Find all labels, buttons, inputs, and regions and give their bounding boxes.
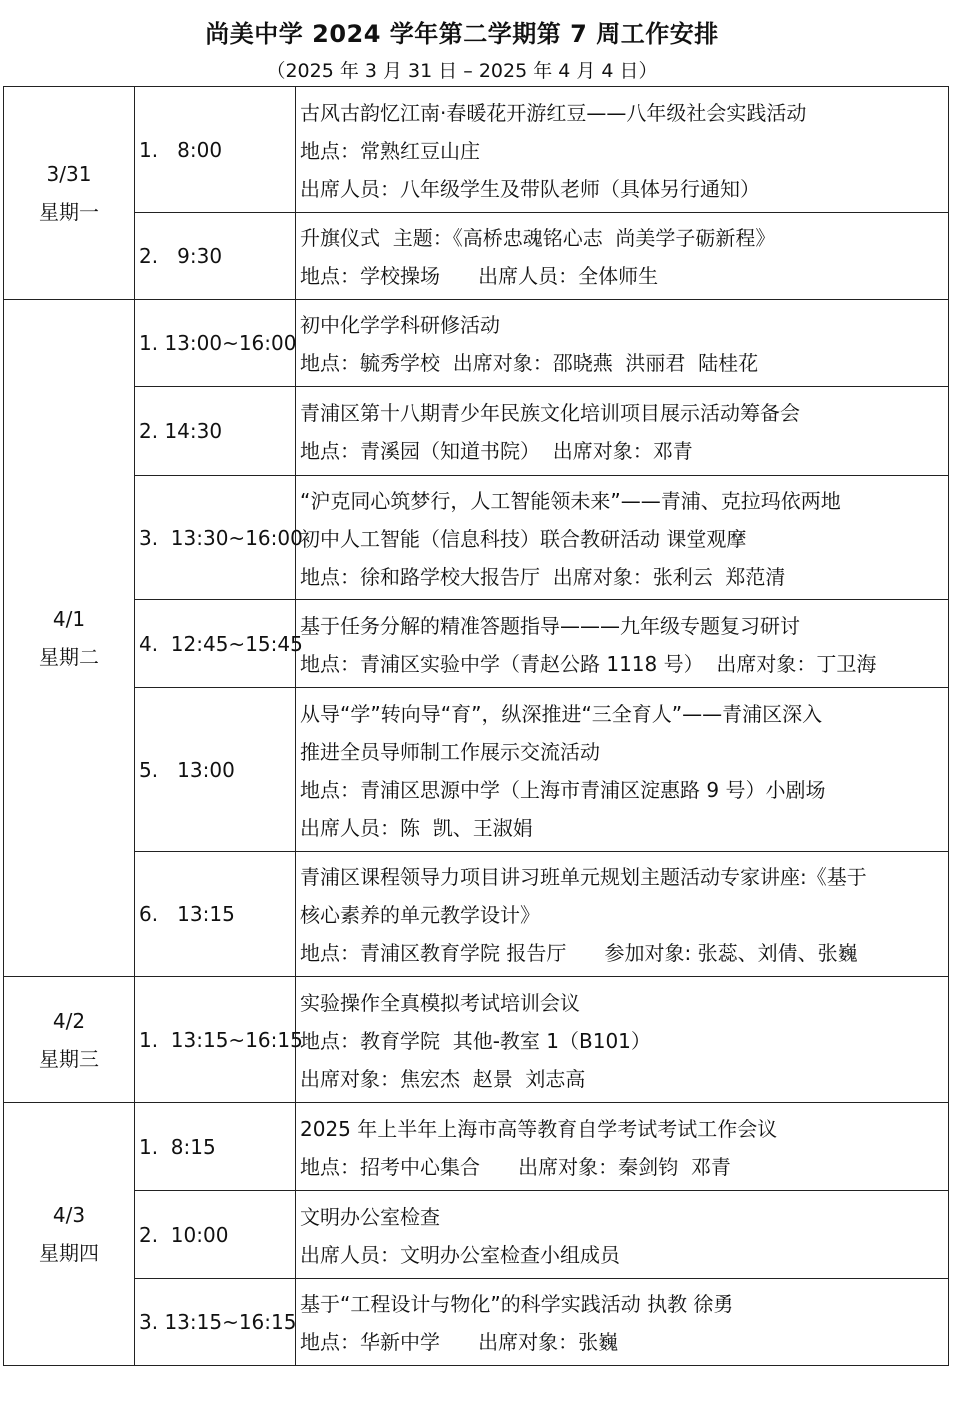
event-line: 地点：常熟红豆山庄 bbox=[300, 138, 480, 163]
event-line: 核心素养的单元教学设计》 bbox=[300, 903, 540, 927]
event-line: 基于任务分解的精准答题指导———九年级专题复习研讨 bbox=[300, 613, 800, 638]
event-time: 2. 9:30 bbox=[135, 213, 296, 300]
event-line: 基于“工程设计与物化”的科学实践活动 执教 徐勇 bbox=[300, 1292, 734, 1316]
day-cell bbox=[4, 87, 135, 300]
day-cell bbox=[4, 977, 135, 1103]
event-detail bbox=[296, 213, 949, 300]
event-time: 1. 13:15~16:15 bbox=[135, 977, 296, 1103]
schedule-table bbox=[3, 86, 949, 1366]
event-line: 2025 年上半年上海市高等教育自学考试考试工作会议 bbox=[300, 1116, 778, 1141]
event-time: 1. 8:00 bbox=[135, 87, 296, 213]
event-detail bbox=[296, 476, 949, 600]
event-line: 出席人员：陈 凯、王淑娟 bbox=[300, 815, 533, 840]
event-line: 地点：教育学院 其他-教室 1（B101） bbox=[300, 1028, 651, 1053]
event-line: 出席人员：文明办公室检查小组成员 bbox=[300, 1242, 620, 1267]
day-cell bbox=[4, 300, 135, 977]
event-time: 5. 13:00 bbox=[135, 688, 296, 852]
event-line: 地点：毓秀学校 出席对象：邵晓燕 洪丽君 陆桂花 bbox=[300, 351, 759, 375]
event-line: “沪克同心筑梦行，人工智能领未来”——青浦、克拉玛依两地 bbox=[300, 488, 841, 513]
event-line: 实验操作全真模拟考试培训会议 bbox=[300, 990, 580, 1015]
event-line: 从导“学”转向导“育”，纵深推进“三全育人”——青浦区深入 bbox=[300, 701, 823, 726]
event-line: 文明办公室检查 bbox=[300, 1204, 440, 1229]
event-line: 初中化学学科研修活动 bbox=[300, 313, 500, 337]
event-line: 地点：华新中学 出席对象：张巍 bbox=[300, 1330, 619, 1354]
event-line: 地点：学校操场 出席人员：全体师生 bbox=[300, 264, 659, 288]
event-time: 3. 13:15~16:15 bbox=[135, 1279, 296, 1366]
event-time: 2. 10:00 bbox=[135, 1191, 296, 1279]
day-weekday: 星期三 bbox=[39, 1046, 99, 1071]
table-row bbox=[4, 1191, 949, 1279]
day-date: 4/3 bbox=[52, 1203, 86, 1227]
event-line: 地点：徐和路学校大报告厅 出席对象：张利云 郑范清 bbox=[300, 564, 786, 589]
day-weekday: 星期一 bbox=[39, 200, 99, 224]
date-range-subtitle: （2025 年 3 月 31 日 – 2025 年 4 月 4 日） bbox=[266, 60, 658, 82]
event-time: 1. 8:15 bbox=[135, 1103, 296, 1191]
table-row bbox=[4, 977, 949, 1103]
event-detail bbox=[296, 688, 949, 852]
table-row bbox=[4, 1103, 949, 1191]
day-weekday: 星期四 bbox=[39, 1241, 99, 1265]
table-row bbox=[4, 600, 949, 688]
day-date: 4/1 bbox=[52, 607, 86, 631]
event-line: 地点：青溪园（知道书院） 出席对象：邓青 bbox=[300, 439, 693, 463]
table-row bbox=[4, 852, 949, 977]
day-date: 3/31 bbox=[46, 162, 92, 186]
table-row bbox=[4, 87, 949, 213]
event-detail bbox=[296, 387, 949, 476]
event-line: 初中人工智能（信息科技）联合教研活动 课堂观摩 bbox=[300, 526, 747, 551]
day-date: 4/2 bbox=[52, 1008, 86, 1033]
event-detail bbox=[296, 1279, 949, 1366]
event-line: 升旗仪式 主题：《高桥忠魂铭心志 尚美学子砺新程》 bbox=[300, 226, 776, 250]
event-detail bbox=[296, 977, 949, 1103]
day-cell bbox=[4, 1103, 135, 1366]
event-time: 6. 13:15 bbox=[135, 852, 296, 977]
page-title: 尚美中学 2024 学年第二学期第 7 周工作安排 bbox=[205, 20, 719, 48]
event-line: 出席人员：八年级学生及带队老师（具体另行通知） bbox=[300, 176, 760, 201]
event-detail bbox=[296, 1103, 949, 1191]
event-line: 古风古韵忆江南·春暖花开游红豆——八年级社会实践活动 bbox=[300, 100, 807, 125]
event-time: 2. 14:30 bbox=[135, 387, 296, 476]
event-line: 地点：青浦区思源中学（上海市青浦区淀惠路 9 号）小剧场 bbox=[300, 777, 826, 802]
event-detail bbox=[296, 87, 949, 213]
table-row bbox=[4, 688, 949, 852]
table-row bbox=[4, 476, 949, 600]
event-line: 青浦区课程领导力项目讲习班单元规划主题活动专家讲座:《基于 bbox=[300, 865, 867, 889]
event-detail bbox=[296, 600, 949, 688]
event-line: 青浦区第十八期青少年民族文化培训项目展示活动筹备会 bbox=[300, 401, 800, 425]
event-detail bbox=[296, 852, 949, 977]
day-weekday: 星期二 bbox=[39, 645, 99, 669]
table-row bbox=[4, 300, 949, 387]
event-time: 1. 13:00~16:00 bbox=[135, 300, 296, 387]
event-line: 地点：青浦区教育学院 报告厅 参加对象: 张蕊、刘倩、张巍 bbox=[300, 941, 858, 965]
table-row bbox=[4, 213, 949, 300]
event-line: 地点：青浦区实验中学（青赵公路 1118 号） 出席对象：丁卫海 bbox=[300, 651, 877, 676]
table-row bbox=[4, 387, 949, 476]
table-row bbox=[4, 1279, 949, 1366]
event-detail bbox=[296, 300, 949, 387]
event-line: 出席对象：焦宏杰 赵景 刘志高 bbox=[300, 1066, 586, 1091]
event-time: 3. 13:30~16:00 bbox=[135, 476, 296, 600]
event-time: 4. 12:45~15:45 bbox=[135, 600, 296, 688]
event-detail bbox=[296, 1191, 949, 1279]
event-line: 地点：招考中心集合 出席对象：秦剑钧 邓青 bbox=[300, 1154, 731, 1179]
event-line: 推进全员导师制工作展示交流活动 bbox=[300, 739, 600, 764]
